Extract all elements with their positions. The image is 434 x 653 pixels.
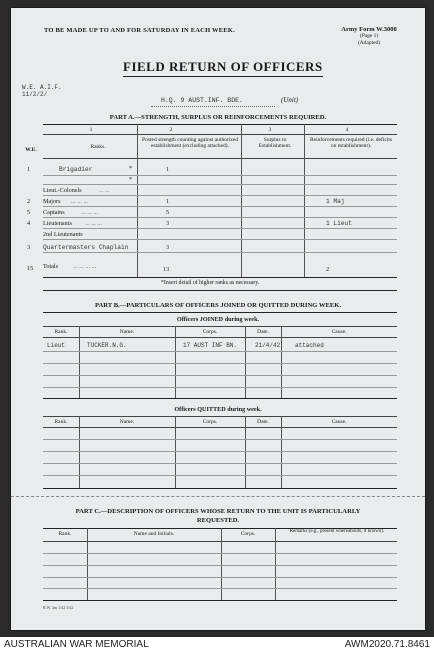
col-header-rule — [43, 158, 397, 159]
quitted-col-corps: Corps. — [202, 419, 218, 425]
row-we: 3 — [27, 244, 31, 251]
row-rule — [43, 195, 397, 196]
part-c-row-rule — [43, 553, 397, 554]
part-c-col-remarks: Remarks (e.g., present whereabouts, if known). — [289, 529, 385, 534]
joined-heading: Officers JOINED during week. — [176, 316, 260, 323]
quitted-col-date: Date. — [257, 419, 269, 425]
joined-corps: 17 AUST INF BN. — [183, 342, 238, 349]
quitted-row-rule — [43, 439, 397, 440]
part-c-row-rule — [43, 577, 397, 578]
totals-reinf: 2 — [326, 266, 330, 273]
quitted-head-rule — [43, 416, 397, 417]
unit-label: (Unit) — [281, 96, 299, 104]
row-posted: 3 — [166, 244, 170, 251]
row-posted: 1 — [166, 166, 170, 173]
joined-col-corps: Corps. — [202, 329, 218, 335]
joined-row-rule — [43, 363, 397, 364]
row-rank: Lieut.-Colonels — [43, 187, 82, 194]
row-rule — [43, 217, 397, 218]
we-reference: W.E. A.I.F. — [22, 84, 62, 91]
quitted-heading: Officers QUITTED during week. — [174, 406, 262, 413]
row-we: 5 — [27, 209, 31, 216]
joined-rank: Lieut — [47, 342, 66, 349]
col-header-reinforcements: Reinforcements required (i.e. deficits on establishment). — [309, 137, 392, 149]
col-number-4: 4 — [345, 127, 349, 133]
col-number-2: 2 — [169, 127, 173, 133]
asterisk-mark: * — [129, 165, 133, 172]
joined-col-cause: Cause. — [331, 329, 347, 335]
joined-row-rule — [43, 387, 397, 388]
part-a-heading: PART A.—STRENGTH, SURPLUS OR REINFORCEMENTS REQUIRED. — [109, 114, 327, 121]
quitted-divider — [281, 416, 282, 488]
part-c-col-name: Name and Initials. — [133, 531, 175, 537]
part-c-divider — [87, 528, 88, 600]
page-title: FIELD RETURN OF OFFICERS — [123, 59, 323, 77]
form-sheet — [11, 8, 425, 630]
footer-institution: AUSTRALIAN WAR MEMORIAL — [4, 639, 149, 650]
totals-label: Totals — [43, 263, 59, 270]
row-rule — [43, 184, 397, 185]
joined-cause: attached — [295, 342, 324, 349]
col-number-rule — [43, 134, 397, 135]
row-reinf: 1 Lieut — [326, 220, 352, 227]
row-rule — [43, 239, 397, 240]
part-c-divider — [275, 528, 276, 600]
joined-col-rule — [43, 337, 397, 338]
form-page: (Page 1) — [359, 33, 379, 39]
part-c-divider — [221, 528, 222, 600]
part-a-divider-2 — [241, 124, 242, 277]
joined-name: TUCKER.N.G. — [87, 342, 127, 349]
part-c-row-rule — [43, 588, 397, 589]
joined-col-name: Name. — [119, 329, 135, 335]
form-instruction: TO BE MADE UP TO AND FOR SATURDAY IN EACH WEEK. — [44, 27, 235, 34]
row-rank: Captains — [43, 209, 65, 216]
row-rule — [43, 206, 397, 207]
col-header-surplus: Surplus to Establishment. — [258, 137, 292, 149]
we-date: 11/2/2/ — [22, 91, 48, 98]
part-a-note: *Insert detail of higher ranks as necessary. — [161, 280, 260, 286]
part-c-col-rule — [43, 541, 397, 542]
row-reinf: 1 Maj — [326, 198, 345, 205]
footer-accession: AWM2020.71.8461 — [344, 639, 430, 650]
row-rank: 2nd Lieutenants — [43, 231, 83, 238]
row-leader: ... ... — [99, 187, 110, 194]
col-header-ranks: Ranks. — [90, 144, 106, 150]
asterisk-mark: * — [129, 176, 133, 183]
part-c-col-rank: Rank. — [58, 531, 72, 537]
quitted-row-rule — [43, 463, 397, 464]
part-c-heading-1: PART C.—DESCRIPTION OF OFFICERS WHOSE RETURN TO THE UNIT IS PARTICULARLY — [75, 508, 361, 515]
archive-footer — [0, 637, 434, 653]
row-posted: 5 — [166, 209, 170, 216]
part-b-top-rule — [43, 312, 397, 313]
part-a-end-rule — [43, 290, 397, 291]
quitted-col-rule — [43, 427, 397, 428]
row-we: 2 — [27, 198, 31, 205]
quitted-divider — [79, 416, 80, 488]
quitted-bottom-rule — [43, 488, 397, 489]
quitted-col-name: Name. — [119, 419, 135, 425]
quitted-divider — [245, 416, 246, 488]
row-rank: Brigadier — [59, 166, 93, 173]
quitted-col-cause: Cause. — [331, 419, 347, 425]
unit-line — [151, 106, 275, 107]
row-we: 4 — [27, 220, 31, 227]
row-rule — [43, 252, 397, 253]
quitted-col-rank: Rank. — [54, 419, 68, 425]
fold-line — [11, 496, 425, 497]
part-a-top-rule — [43, 124, 397, 125]
unit-value: H.Q. 9 AUST.INF. BDE. — [161, 97, 243, 104]
joined-row-rule — [43, 375, 397, 376]
row-leader: ... ... ... — [71, 198, 89, 205]
part-c-heading-2: REQUESTED. — [196, 517, 240, 524]
row-rule — [43, 175, 397, 176]
part-a-divider-1 — [137, 124, 138, 277]
part-a-bottom-rule — [43, 277, 397, 278]
part-c-col-corps: Corps. — [240, 531, 256, 537]
printer-mark: R.W. 2m 1/42 3/42 — [43, 605, 74, 610]
row-we: 1 — [27, 166, 31, 173]
part-c-row-rule — [43, 565, 397, 566]
joined-bottom-rule — [43, 398, 397, 399]
row-leader: ... ... ... — [81, 209, 99, 216]
quitted-row-rule — [43, 451, 397, 452]
quitted-divider — [175, 416, 176, 488]
col-number-1: 1 — [89, 127, 93, 133]
part-a-divider-3 — [304, 124, 305, 277]
joined-head-rule — [43, 326, 397, 327]
part-b-heading: PART B.—PARTICULARS OF OFFICERS JOINED OR QUITTED DURING WEEK. — [94, 302, 342, 309]
row-rule — [43, 228, 397, 229]
form-adapted: (Adapted) — [357, 40, 381, 46]
form-number: Army Form W.3008 — [341, 26, 397, 33]
col-number-3: 3 — [268, 127, 272, 133]
row-leader: ... ... ... ... — [73, 263, 97, 270]
joined-col-rank: Rank. — [54, 329, 68, 335]
row-posted: 3 — [166, 220, 170, 227]
quitted-row-rule — [43, 475, 397, 476]
form-number-block — [327, 26, 411, 47]
col-header-posted: Posted strength counting against authorized establishment (excluding attached). — [142, 137, 238, 149]
row-leader: ... ... ... — [85, 220, 103, 227]
col-header-we: W.E. — [25, 147, 37, 153]
totals-posted: 13 — [163, 266, 170, 273]
joined-row-rule — [43, 351, 397, 352]
part-c-bottom-rule — [43, 600, 397, 601]
row-rank: Majors — [43, 198, 61, 205]
totals-we: 15 — [27, 265, 34, 272]
joined-date: 21/4/42 — [255, 342, 281, 349]
row-posted: 1 — [166, 198, 170, 205]
row-rank: Lieutenants — [43, 220, 72, 227]
row-rank: Quartermasters Chaplain — [43, 244, 129, 251]
joined-col-date: Date. — [257, 329, 269, 335]
